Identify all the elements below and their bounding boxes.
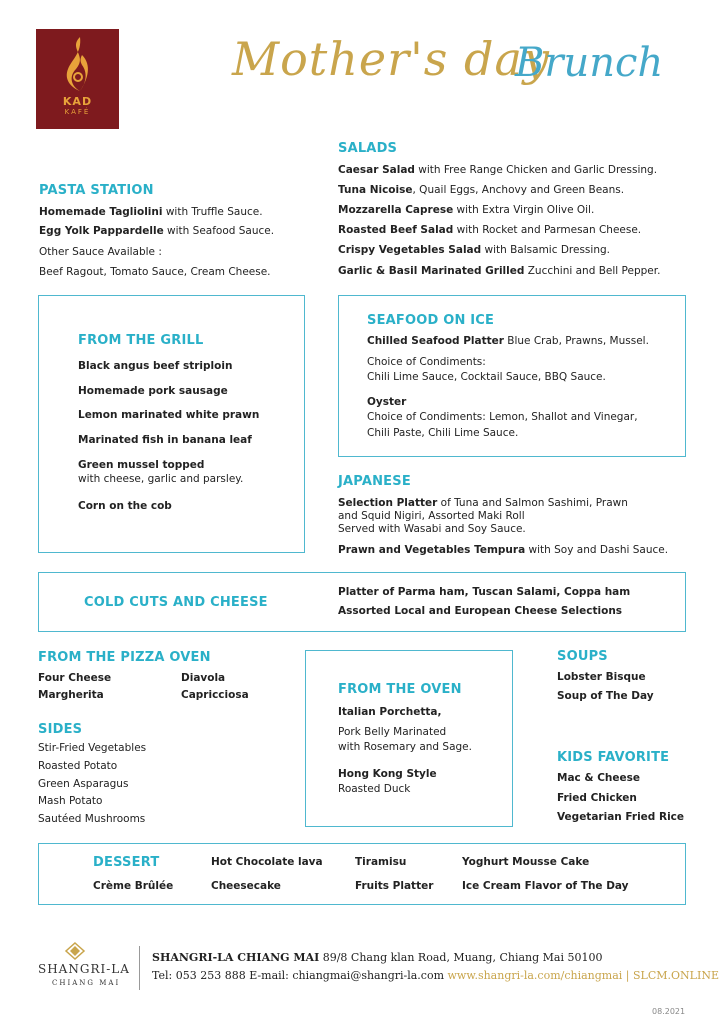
japanese-item: Selection Platter of Tuna and Salmon Sashimi, Prawn [338,497,628,509]
kids-item: Mac & Cheese [557,772,641,784]
cold-cuts-item: Assorted Local and European Cheese Selections [338,605,623,617]
kids-heading: KIDS FAVORITE [557,750,670,765]
pasta-heading: PASTA STATION [39,183,154,198]
japanese-desc: and Squid Nigiri, Assorted Maki Roll [338,510,525,522]
title-mothers-day: Mother's day [232,32,550,86]
dessert-heading: DESSERT [93,855,160,870]
pizza-item: Capricciosa [181,689,249,701]
dessert-item: Yoghurt Mousse Cake [462,856,590,868]
grill-item-desc: with cheese, garlic and parsley. [78,473,244,485]
salad-item: Crispy Vegetables Salad with Balsamic Dressing. [338,244,610,256]
footer-divider [139,946,140,990]
dessert-item: Tiramisu [355,856,407,868]
salad-item: Tuna Nicoise, Quail Eggs, Anchovy and Green Beans. [338,184,625,196]
pasta-item: Egg Yolk Pappardelle with Seafood Sauce. [39,225,275,237]
sides-item: Sautéed Mushrooms [38,813,146,825]
oven-desc: with Rosemary and Sage. [338,741,472,753]
seafood-note: Choice of Condiments: [367,356,486,368]
oven-desc: Pork Belly Marinated [338,726,447,738]
oven-heading: FROM THE OVEN [338,682,462,697]
shangri-la-emblem-icon [64,942,86,960]
footer-address: SHANGRI-LA CHIANG MAI 89/8 Chang klan Road, Muang, Chiang Mai 50100 [152,951,603,964]
pizza-item: Margherita [38,689,104,701]
pizza-item: Diavola [181,672,226,684]
seafood-sauces: Chili Lime Sauce, Cocktail Sauce, BBQ Sauce. [367,371,606,383]
grill-item: Lemon marinated white prawn [78,409,260,421]
seafood-note: Chili Paste, Chili Lime Sauce. [367,427,519,439]
pizza-heading: FROM THE PIZZA OVEN [38,650,211,665]
grill-item: Homemade pork sausage [78,385,228,397]
dessert-item: Cheesecake [211,880,281,892]
pizza-item: Four Cheese [38,672,112,684]
salad-item: Mozzarella Caprese with Extra Virgin Olive Oil. [338,204,595,216]
oven-item: Italian Porchetta, [338,706,442,718]
kad-kafe-logo [36,29,119,129]
seafood-item: Chilled Seafood Platter Blue Crab, Prawns, Mussel. [367,335,649,347]
footer-contact: Tel: 053 253 888 E-mail: chiangmai@shangri-la.com www.shangri-la.com/chiangmai | SLCM.ONLINE [152,969,719,982]
dessert-box [38,843,686,905]
soups-heading: SOUPS [557,649,608,664]
logo-subtext: KAFÉ [64,108,91,116]
seafood-note: Choice of Condiments: Lemon, Shallot and Vinegar, [367,411,638,423]
seafood-heading: SEAFOOD ON ICE [367,313,495,328]
cold-cuts-item: Platter of Parma ham, Tuscan Salami, Coppa ham [338,586,631,598]
dessert-item: Ice Cream Flavor of The Day [462,880,629,892]
sides-item: Stir-Fried Vegetables [38,742,147,754]
oven-desc: Roasted Duck [338,783,411,795]
soup-item: Soup of The Day [557,690,654,702]
salad-item: Garlic & Basil Marinated Grilled Zucchini and Bell Pepper. [338,265,661,277]
grill-item: Marinated fish in banana leaf [78,434,252,446]
pasta-note: Other Sauce Available : [39,246,162,258]
soup-item: Lobster Bisque [557,671,646,683]
logo-text: KAD [62,95,93,108]
salad-item: Caesar Salad with Free Range Chicken and Garlic Dressing. [338,164,658,176]
footer-brand-sub: CHIANG MAI [52,979,121,987]
cold-cuts-heading: COLD CUTS AND CHEESE [84,595,268,610]
grill-item: Green mussel topped [78,459,205,471]
kids-item: Fried Chicken [557,792,637,804]
seafood-item: Oyster [367,396,407,408]
title-brunch: Brunch [515,40,664,86]
oven-item: Hong Kong Style [338,768,437,780]
salads-heading: SALADS [338,141,398,156]
pasta-item: Homemade Tagliolini with Truffle Sauce. [39,206,263,218]
sides-item: Mash Potato [38,795,103,807]
salad-item: Roasted Beef Salad with Rocket and Parmesan Cheese. [338,224,642,236]
print-date: 08.2021 [652,1007,686,1016]
footer-website-link[interactable]: www.shangri-la.com/chiangmai | SLCM.ONLINE [447,969,719,982]
japanese-desc: Served with Wasabi and Soy Sauce. [338,523,526,535]
grill-item: Corn on the cob [78,500,172,512]
japanese-item: Prawn and Vegetables Tempura with Soy and Dashi Sauce. [338,544,669,556]
japanese-heading: JAPANESE [338,474,411,489]
dessert-item: Fruits Platter [355,880,434,892]
sides-item: Green Asparagus [38,778,129,790]
kids-item: Vegetarian Fried Rice [557,811,685,823]
dessert-item: Hot Chocolate lava [211,856,323,868]
flame-icon [58,35,98,95]
grill-heading: FROM THE GRILL [78,333,204,348]
dessert-item: Crème Brûlée [93,880,174,892]
footer-brand: SHANGRI-LA [38,962,130,976]
sides-heading: SIDES [38,722,83,737]
grill-item: Black angus beef striploin [78,360,233,372]
sides-item: Roasted Potato [38,760,118,772]
pasta-sauces: Beef Ragout, Tomato Sauce, Cream Cheese. [39,266,271,278]
